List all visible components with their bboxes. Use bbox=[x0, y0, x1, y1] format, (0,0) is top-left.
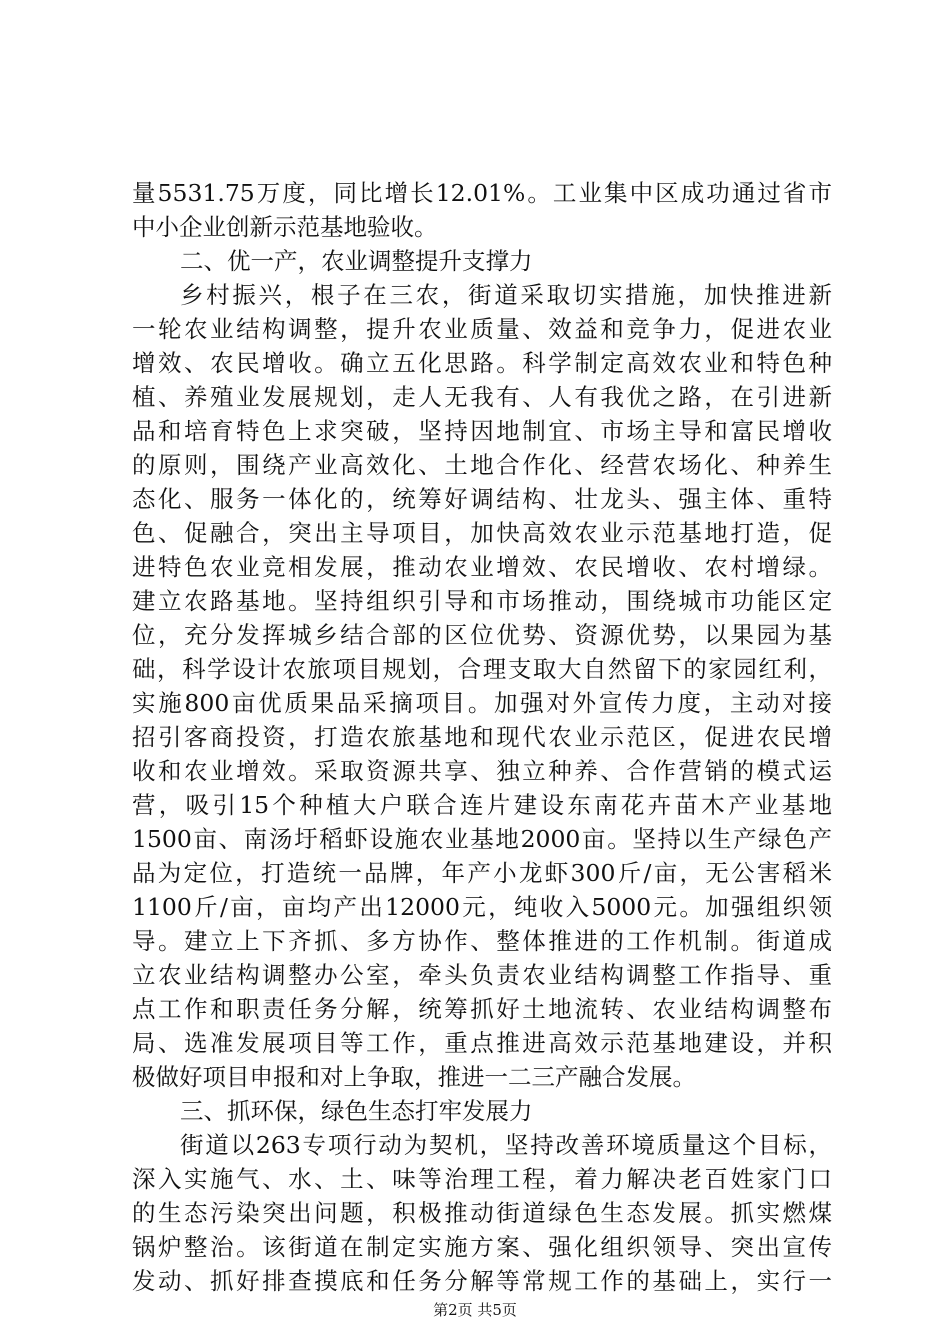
text-line: 乡村振兴，根子在三农，街道采取切实措施，加快推进新 bbox=[180, 281, 832, 309]
text-line: 营，吸引15个种植大户联合连片建设东南花卉苗木产业基地 bbox=[132, 791, 832, 819]
text-line: 极做好项目申报和对上争取，推进一二三产融合发展。 bbox=[132, 1063, 696, 1091]
text-line: 实施800亩优质果品采摘项目。加强对外宣传力度，主动对接 bbox=[132, 689, 832, 717]
section-heading: 三、抓环保，绿色生态打牢发展力 bbox=[180, 1097, 533, 1125]
text-line: 础，科学设计农旅项目规划，合理支取大自然留下的家园红利， bbox=[132, 655, 832, 683]
text-line: 增效、农民增收。确立五化思路。科学制定高效农业和特色种 bbox=[132, 349, 832, 377]
text-line: 品和培育特色上求突破，坚持因地制宜、市场主导和富民增收 bbox=[132, 417, 832, 445]
text-line: 收和农业增效。采取资源共享、独立种养、合作营销的模式运 bbox=[132, 757, 832, 785]
text-line: 锅炉整治。该街道在制定实施方案、强化组织领导、突出宣传 bbox=[132, 1233, 832, 1261]
text-line: 1500亩、南汤圩稻虾设施农业基地2000亩。坚持以生产绿色产 bbox=[132, 825, 832, 853]
text-line: 植、养殖业发展规划，走人无我有、人有我优之路，在引进新 bbox=[132, 383, 832, 411]
text-line: 进特色农业竞相发展，推动农业增效、农民增收、农村增绿。 bbox=[132, 553, 832, 581]
text-line: 发动、抓好排查摸底和任务分解等常规工作的基础上，实行一 bbox=[132, 1267, 832, 1295]
text-line: 的原则，围绕产业高效化、土地合作化、经营农场化、种养生 bbox=[132, 451, 832, 479]
text-line: 导。建立上下齐抓、多方协作、整体推进的工作机制。街道成 bbox=[132, 927, 832, 955]
text-line: 招引客商投资，打造农旅基地和现代农业示范区，促进农民增 bbox=[132, 723, 832, 751]
text-line: 位，充分发挥城乡结合部的区位优势、资源优势，以果园为基 bbox=[132, 621, 832, 649]
text-line: 局、选准发展项目等工作，重点推进高效示范基地建设，并积 bbox=[132, 1029, 832, 1057]
text-line: 品为定位，打造统一品牌，年产小龙虾300斤/亩，无公害稻米 bbox=[132, 859, 832, 887]
text-line: 量5531.75万度，同比增长12.01%。工业集中区成功通过省市 bbox=[132, 179, 832, 207]
text-line: 立农业结构调整办公室，牵头负责农业结构调整工作指导、重 bbox=[132, 961, 832, 989]
text-line: 街道以263专项行动为契机，坚持改善环境质量这个目标， bbox=[180, 1131, 832, 1159]
text-line: 建立农路基地。坚持组织引导和市场推动，围绕城市功能区定 bbox=[132, 587, 832, 615]
text-line: 态化、服务一体化的，统筹好调结构、壮龙头、强主体、重特 bbox=[132, 485, 832, 513]
text-line: 的生态污染突出问题，积极推动街道绿色生态发展。抓实燃煤 bbox=[132, 1199, 832, 1227]
text-line: 1100斤/亩，亩均产出12000元，纯收入5000元。加强组织领 bbox=[132, 893, 832, 921]
page-number: 第2页 共5页 bbox=[433, 1301, 517, 1319]
text-line: 点工作和职责任务分解，统筹抓好土地流转、农业结构调整布 bbox=[132, 995, 832, 1023]
text-line: 中小企业创新示范基地验收。 bbox=[132, 213, 438, 241]
text-line: 深入实施气、水、土、味等治理工程，着力解决老百姓家门口 bbox=[132, 1165, 832, 1193]
text-line: 色、促融合，突出主导项目，加快高效农业示范基地打造，促 bbox=[132, 519, 832, 547]
text-line: 一轮农业结构调整，提升农业质量、效益和竞争力，促进农业 bbox=[132, 315, 832, 343]
section-heading: 二、优一产，农业调整提升支撑力 bbox=[180, 247, 533, 275]
